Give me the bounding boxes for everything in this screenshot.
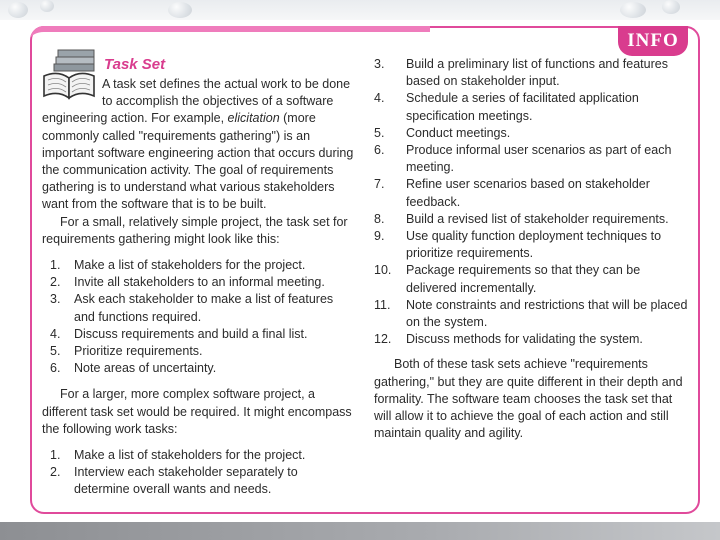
list-item: 12. Discuss methods for validating the system. [374, 332, 643, 347]
intro-line-1: A task set defines the actual work to be done [102, 77, 351, 91]
info-box [30, 26, 700, 514]
list-item: 9. Use quality function deployment techniques to prioritize requirements. [374, 229, 662, 261]
list-item: 4. Discuss requirements and build a final list. [50, 326, 308, 341]
list-item: 3. Ask each stakeholder to make a list of features and functions required. [50, 292, 334, 324]
list-item: 3. Build a preliminary list of functions and features based on stakeholder input. [374, 57, 668, 89]
list-item: 1. Make a list of stakeholders for the project. [50, 258, 306, 273]
small-task-list [42, 257, 354, 377]
closing-paragraph: Both of these task sets achieve "requirements gathering," but they are quite different in their depth and formality. The software team chooses the task set that will allow it to achieve the goal of each action and still maintain quality and agility. [374, 357, 683, 441]
right-column [374, 56, 692, 442]
list-item: 6. Note areas of uncertainty. [50, 361, 217, 376]
box-title: Task Set [104, 56, 166, 73]
water-drop [620, 2, 646, 18]
list-item: 11. Note constraints and restrictions that will be placed on the system. [374, 297, 688, 330]
list-item: 7. Refine user scenarios based on stakeholder feedback. [374, 177, 650, 209]
left-column [42, 56, 354, 499]
water-drop [662, 0, 680, 14]
list-item: 2. Invite all stakeholders to an informal meeting. [50, 275, 325, 290]
large-task-list-left [42, 447, 354, 499]
water-drop [168, 2, 192, 18]
background-top [0, 0, 720, 20]
intro-emphasis: elicitation [227, 111, 280, 126]
list-item: 2. Interview each stakeholder separately to determine overall wants and needs. [50, 465, 298, 497]
list-item: 8. Build a revised list of stakeholder requirements. [374, 211, 669, 226]
list-item: 5. Prioritize requirements. [50, 344, 203, 359]
small-project-paragraph: For a small, relatively simple project, the task set for requirements gathering might look like this: [42, 214, 348, 246]
intro-paragraph [42, 110, 354, 213]
water-drop [8, 2, 28, 18]
large-task-list-right [374, 56, 692, 348]
info-tab: INFO [618, 26, 688, 56]
list-item: 6. Produce informal user scenarios as part of each meeting. [374, 143, 672, 175]
background-bottom-bar [0, 522, 720, 540]
intro-text-after: (more commonly called "requirements gathering") is an important software engineering action that occurs during the communication activity. The goal of requirements gathering is to understand what various stakeholders want from the software that is to be built. [42, 111, 354, 212]
list-item: 4. Schedule a series of facilitated application specification meetings. [374, 91, 639, 123]
intro-text-before: engineering action. For example, [42, 111, 228, 126]
list-item: 10. Package requirements so that they can be delivered incrementally. [374, 263, 641, 295]
list-item: 5. Conduct meetings. [374, 125, 511, 140]
water-drop [40, 0, 54, 12]
list-item: 1. Make a list of stakeholders for the project. [50, 448, 306, 463]
intro-line-2: to accomplish the objectives of a software [102, 94, 334, 109]
large-project-paragraph: For a larger, more complex software project, a different task set would be required. It might encompass the following work tasks: [42, 387, 352, 436]
